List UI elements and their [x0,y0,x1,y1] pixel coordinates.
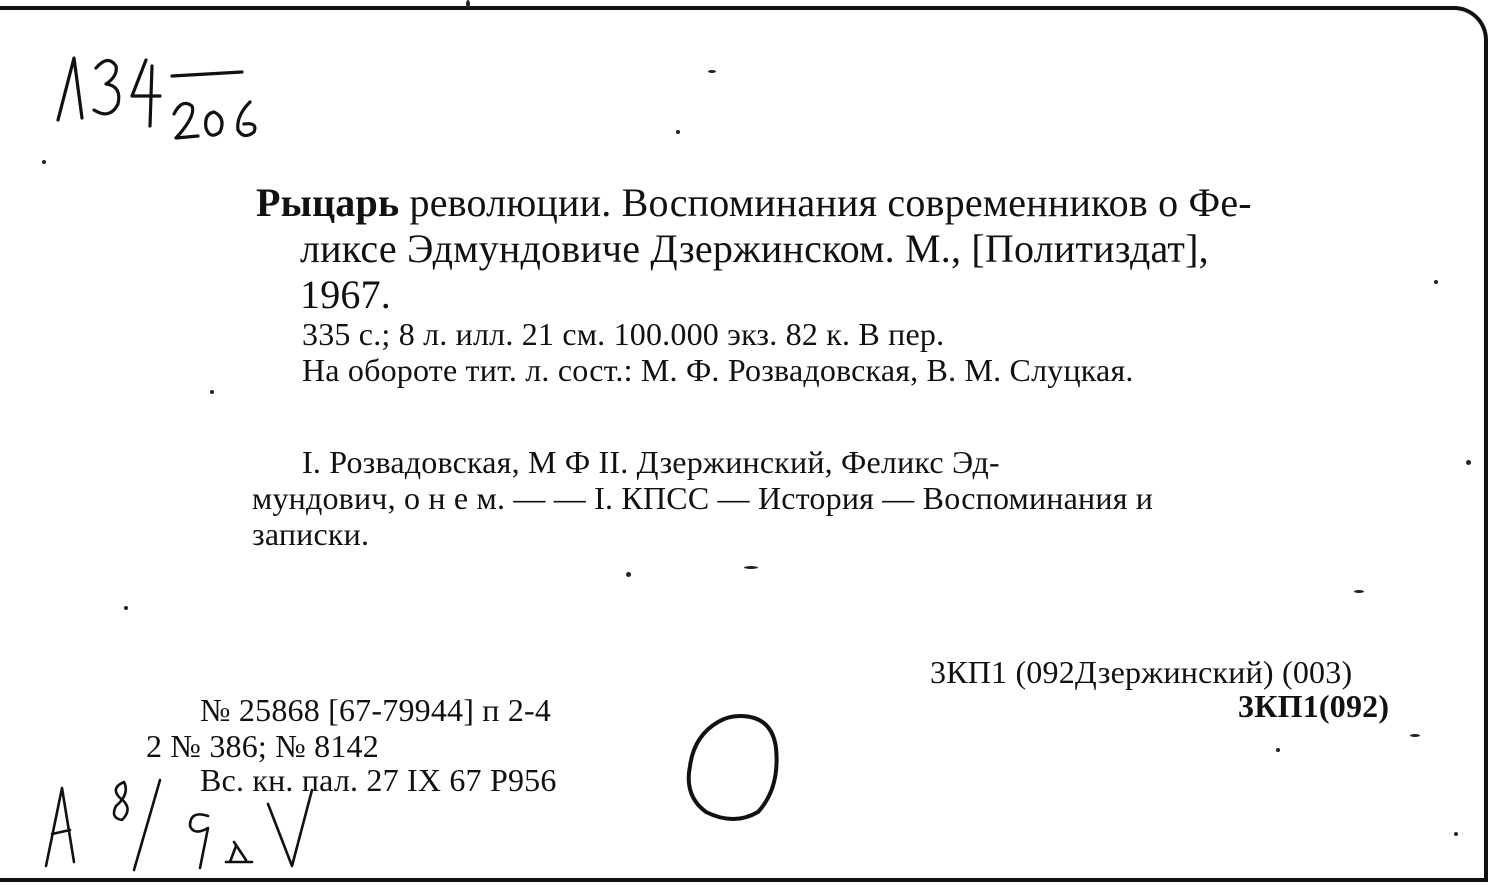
scan-speck [708,70,716,73]
scan-speck [466,0,470,8]
stamp-circle [680,708,790,828]
scan-speck [1276,748,1280,752]
classification-index-1: 3КП1 (092Дзержинский) (003) [930,654,1353,690]
title-bold-word: Рыцарь [256,180,400,225]
title-line-3: 1967. [300,272,391,317]
compiler-note: На обороте тит. л. сост.: М. Ф. Розвадовская, В. М. Слуцкая. [302,352,1134,388]
title-line-1 [256,180,1252,226]
scan-speck [626,572,631,577]
record-number-2: 2 № 386; № 8142 [146,728,379,764]
shelf-mark-handwriting [50,40,280,150]
handwritten-annotation [40,770,330,880]
classification-index-2: 3КП1(092) [1238,688,1390,724]
scan-speck [676,130,680,134]
scan-speck [1434,280,1438,284]
scan-speck [1454,832,1458,836]
scan-speck [1466,460,1471,465]
record-number: № 25868 [67-79944] п 2-4 [200,692,552,728]
subjects-line-3: записки. [252,516,370,552]
scan-speck [744,566,758,569]
scan-speck [42,160,46,164]
subjects-line-1: I. Розвадовская, М Ф II. Дзержинский, Феликс Эд- [302,444,1000,480]
title-line-1-rest: революции. Воспоминания современников о Фе- [409,180,1252,225]
title-line-2: ликсе Эдмундовиче Дзержинском. М., [Политиздат], [300,226,1209,271]
scan-speck [210,390,214,394]
book-chamber-info: Вс. кн. пал. 27 IX 67 Р956 [200,762,557,798]
scan-speck [124,606,128,610]
collation-line: 335 с.; 8 л. илл. 21 см. 100.000 экз. 82 к. В пер. [302,316,945,352]
subjects-line-2: мундович, о н е м. — — I. КПСС — История — Воспоминания и [252,480,1154,516]
scan-speck [1410,734,1420,737]
scan-speck [1354,590,1364,593]
